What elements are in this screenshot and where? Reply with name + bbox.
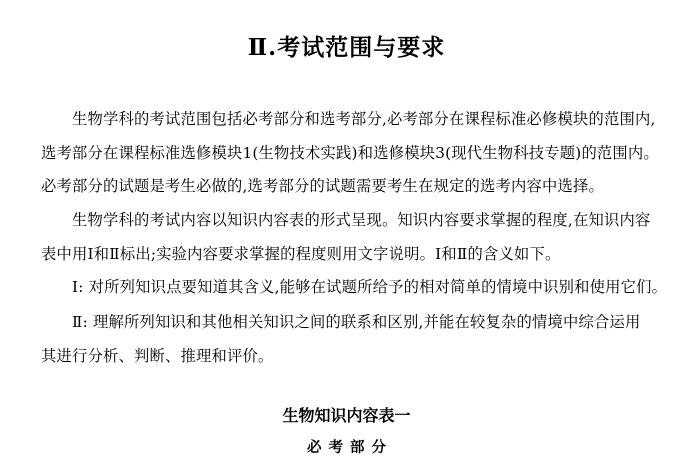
paragraph-line: 必考部分的试题是考生必做的,选考部分的试题需要考生在规定的选考内容中选择。: [41, 177, 604, 195]
table-title: 生物知识内容表一: [282, 406, 411, 425]
paragraph-line: Ⅱ: 理解所列知识和其他相关知识之间的联系和区别,并能在较复杂的情境中综合运用: [72, 313, 641, 331]
paragraph-line: 生物学科的考试范围包括必考部分和选考部分,必考部分在课程标准必修模块的范围内,: [72, 110, 656, 128]
table-subtitle: 必考部分: [307, 439, 393, 456]
paragraph-line: 表中用Ⅰ和Ⅱ标出;实验内容要求掌握的程度则用文字说明。Ⅰ和Ⅱ的含义如下。: [41, 244, 561, 263]
paragraph-line: 其进行分析、判断、推理和评价。: [41, 346, 274, 365]
paragraph-line: Ⅰ: 对所列知识点要知道其含义,能够在试题所给予的相对简单的情境中识别和使用它们。: [72, 278, 668, 296]
paragraph-content-form: [41, 204, 681, 271]
paragraph-scope: [41, 103, 681, 204]
paragraph-level-one: [41, 271, 681, 305]
section-title: Ⅱ.考试范围与要求: [247, 34, 446, 61]
paragraph-line: 生物学科的考试内容以知识内容表的形式呈现。知识内容要求掌握的程度,在知识内容: [72, 211, 651, 229]
paragraph-line: 选考部分在课程标准选修模块1(生物技术实践)和选修模块3(现代生物科技专题)的范围内。: [41, 143, 659, 162]
paragraph-level-two: [41, 306, 681, 373]
